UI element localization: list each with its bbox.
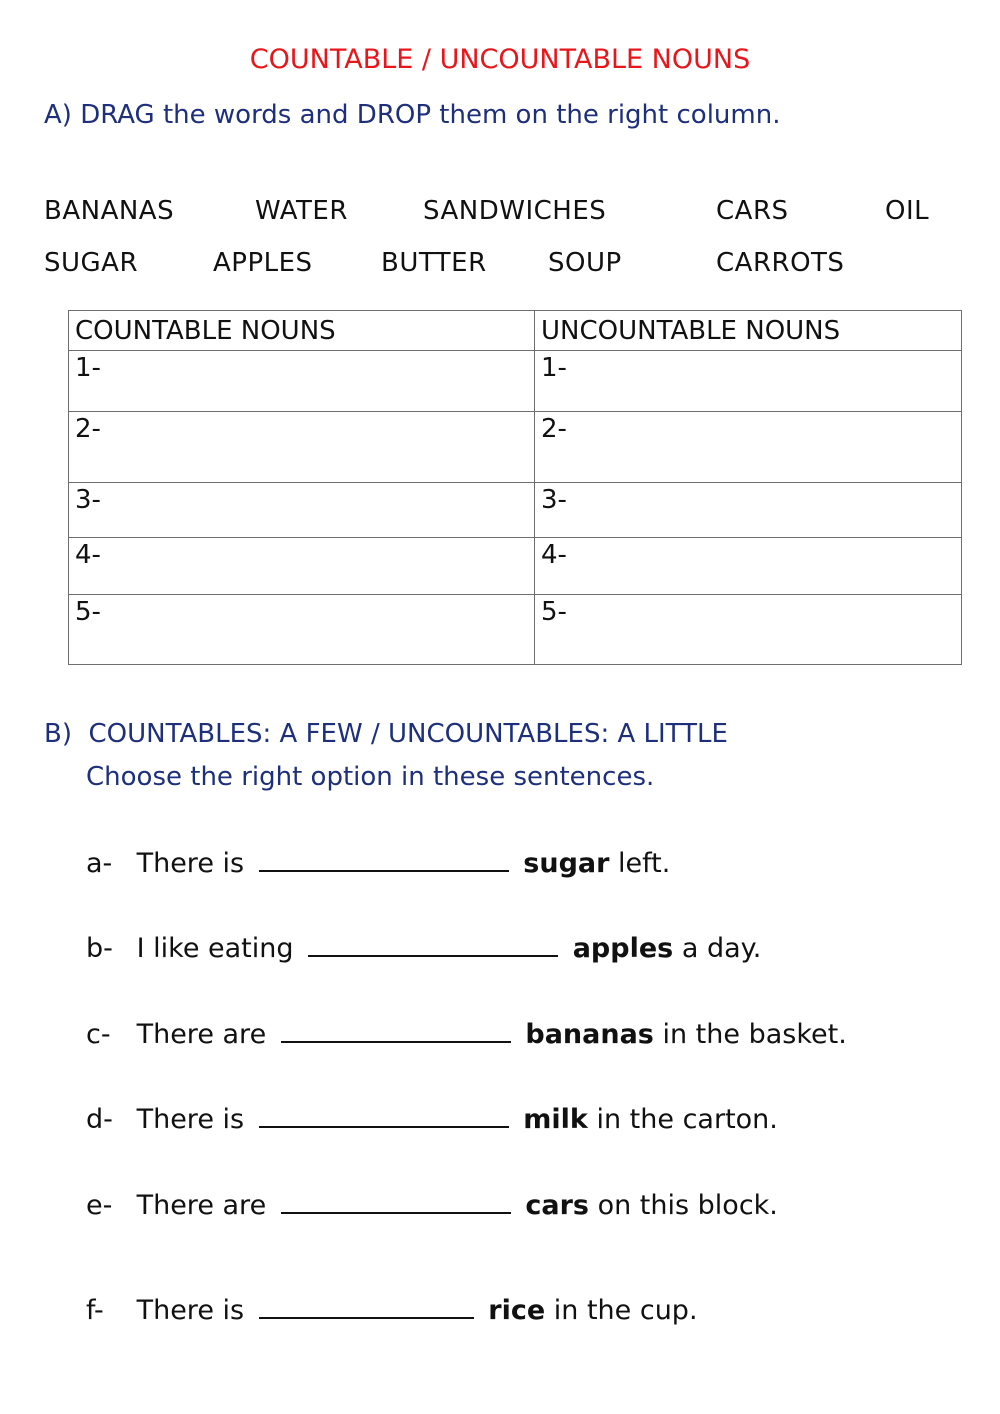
countable-header: COUNTABLE NOUNS xyxy=(69,311,535,351)
sentence-text-before: I like eating xyxy=(136,933,294,964)
sentence-text-after: a day. xyxy=(681,933,762,964)
sentence-label: c- xyxy=(86,1019,111,1050)
sentence-text-after: in the carton. xyxy=(596,1104,778,1135)
sentence-e xyxy=(86,1190,778,1221)
uncountable-drop-cell[interactable]: 3- xyxy=(535,483,962,538)
uncountable-drop-cell[interactable]: 2- xyxy=(535,412,962,483)
uncountable-drop-cell[interactable]: 4- xyxy=(535,538,962,595)
word-butter[interactable]: BUTTER xyxy=(381,248,487,278)
sentence-b xyxy=(86,933,761,964)
word-bananas[interactable]: BANANAS xyxy=(44,196,175,226)
sentence-noun: apples xyxy=(572,933,674,964)
sentence-noun: cars xyxy=(525,1190,589,1221)
sentence-text-before: There is xyxy=(136,1295,245,1326)
answer-blank[interactable] xyxy=(259,1104,509,1128)
worksheet-title: COUNTABLE / UNCOUNTABLE NOUNS xyxy=(249,44,751,75)
word-carrots[interactable]: CARROTS xyxy=(716,248,845,278)
sentence-text-before: There are xyxy=(136,1019,267,1050)
word-apples[interactable]: APPLES xyxy=(213,248,313,278)
word-oil[interactable]: OIL xyxy=(885,196,930,226)
sentence-noun: rice xyxy=(488,1295,546,1326)
sentence-text-after: on this block. xyxy=(597,1190,778,1221)
sentence-text-before: There is xyxy=(136,1104,245,1135)
section-a-instruction: A) DRAG the words and DROP them on the right column. xyxy=(44,100,781,130)
answer-blank[interactable] xyxy=(308,933,558,957)
sentence-label: e- xyxy=(86,1190,113,1221)
sentence-text-after: in the cup. xyxy=(553,1295,698,1326)
section-b-subinstruction: Choose the right option in these sentences. xyxy=(86,762,655,792)
answer-blank[interactable] xyxy=(281,1190,511,1214)
answer-blank[interactable] xyxy=(259,1295,474,1319)
uncountable-header: UNCOUNTABLE NOUNS xyxy=(535,311,962,351)
sentence-label: a- xyxy=(86,848,113,879)
sentence-d xyxy=(86,1104,778,1135)
word-sandwiches[interactable]: SANDWICHES xyxy=(423,196,607,226)
answer-blank[interactable] xyxy=(281,1019,511,1043)
word-water[interactable]: WATER xyxy=(255,196,348,226)
sentence-noun: bananas xyxy=(525,1019,654,1050)
countable-drop-cell[interactable]: 5- xyxy=(69,595,535,665)
sentence-text-before: There is xyxy=(136,848,245,879)
sentence-c xyxy=(86,1019,847,1050)
countable-drop-cell[interactable]: 4- xyxy=(69,538,535,595)
sentence-label: d- xyxy=(86,1104,113,1135)
uncountable-drop-cell[interactable]: 5- xyxy=(535,595,962,665)
countable-drop-cell[interactable]: 1- xyxy=(69,351,535,412)
countable-drop-cell[interactable]: 2- xyxy=(69,412,535,483)
uncountable-drop-cell[interactable]: 1- xyxy=(535,351,962,412)
sentence-f xyxy=(86,1295,698,1326)
sentence-noun: milk xyxy=(523,1104,588,1135)
answer-blank[interactable] xyxy=(259,848,509,872)
section-b-instruction: B) COUNTABLES: A FEW / UNCOUNTABLES: A LITTLE xyxy=(44,719,728,749)
noun-sort-table xyxy=(68,310,962,665)
word-sugar[interactable]: SUGAR xyxy=(44,248,139,278)
sentence-label: b- xyxy=(86,933,113,964)
word-cars[interactable]: CARS xyxy=(716,196,789,226)
sentence-a xyxy=(86,848,670,879)
sentence-text-after: left. xyxy=(618,848,671,879)
word-soup[interactable]: SOUP xyxy=(548,248,622,278)
sentence-noun: sugar xyxy=(523,848,610,879)
sentence-label: f- xyxy=(86,1295,104,1326)
sentence-text-after: in the basket. xyxy=(662,1019,847,1050)
countable-drop-cell[interactable]: 3- xyxy=(69,483,535,538)
sentence-text-before: There are xyxy=(136,1190,267,1221)
